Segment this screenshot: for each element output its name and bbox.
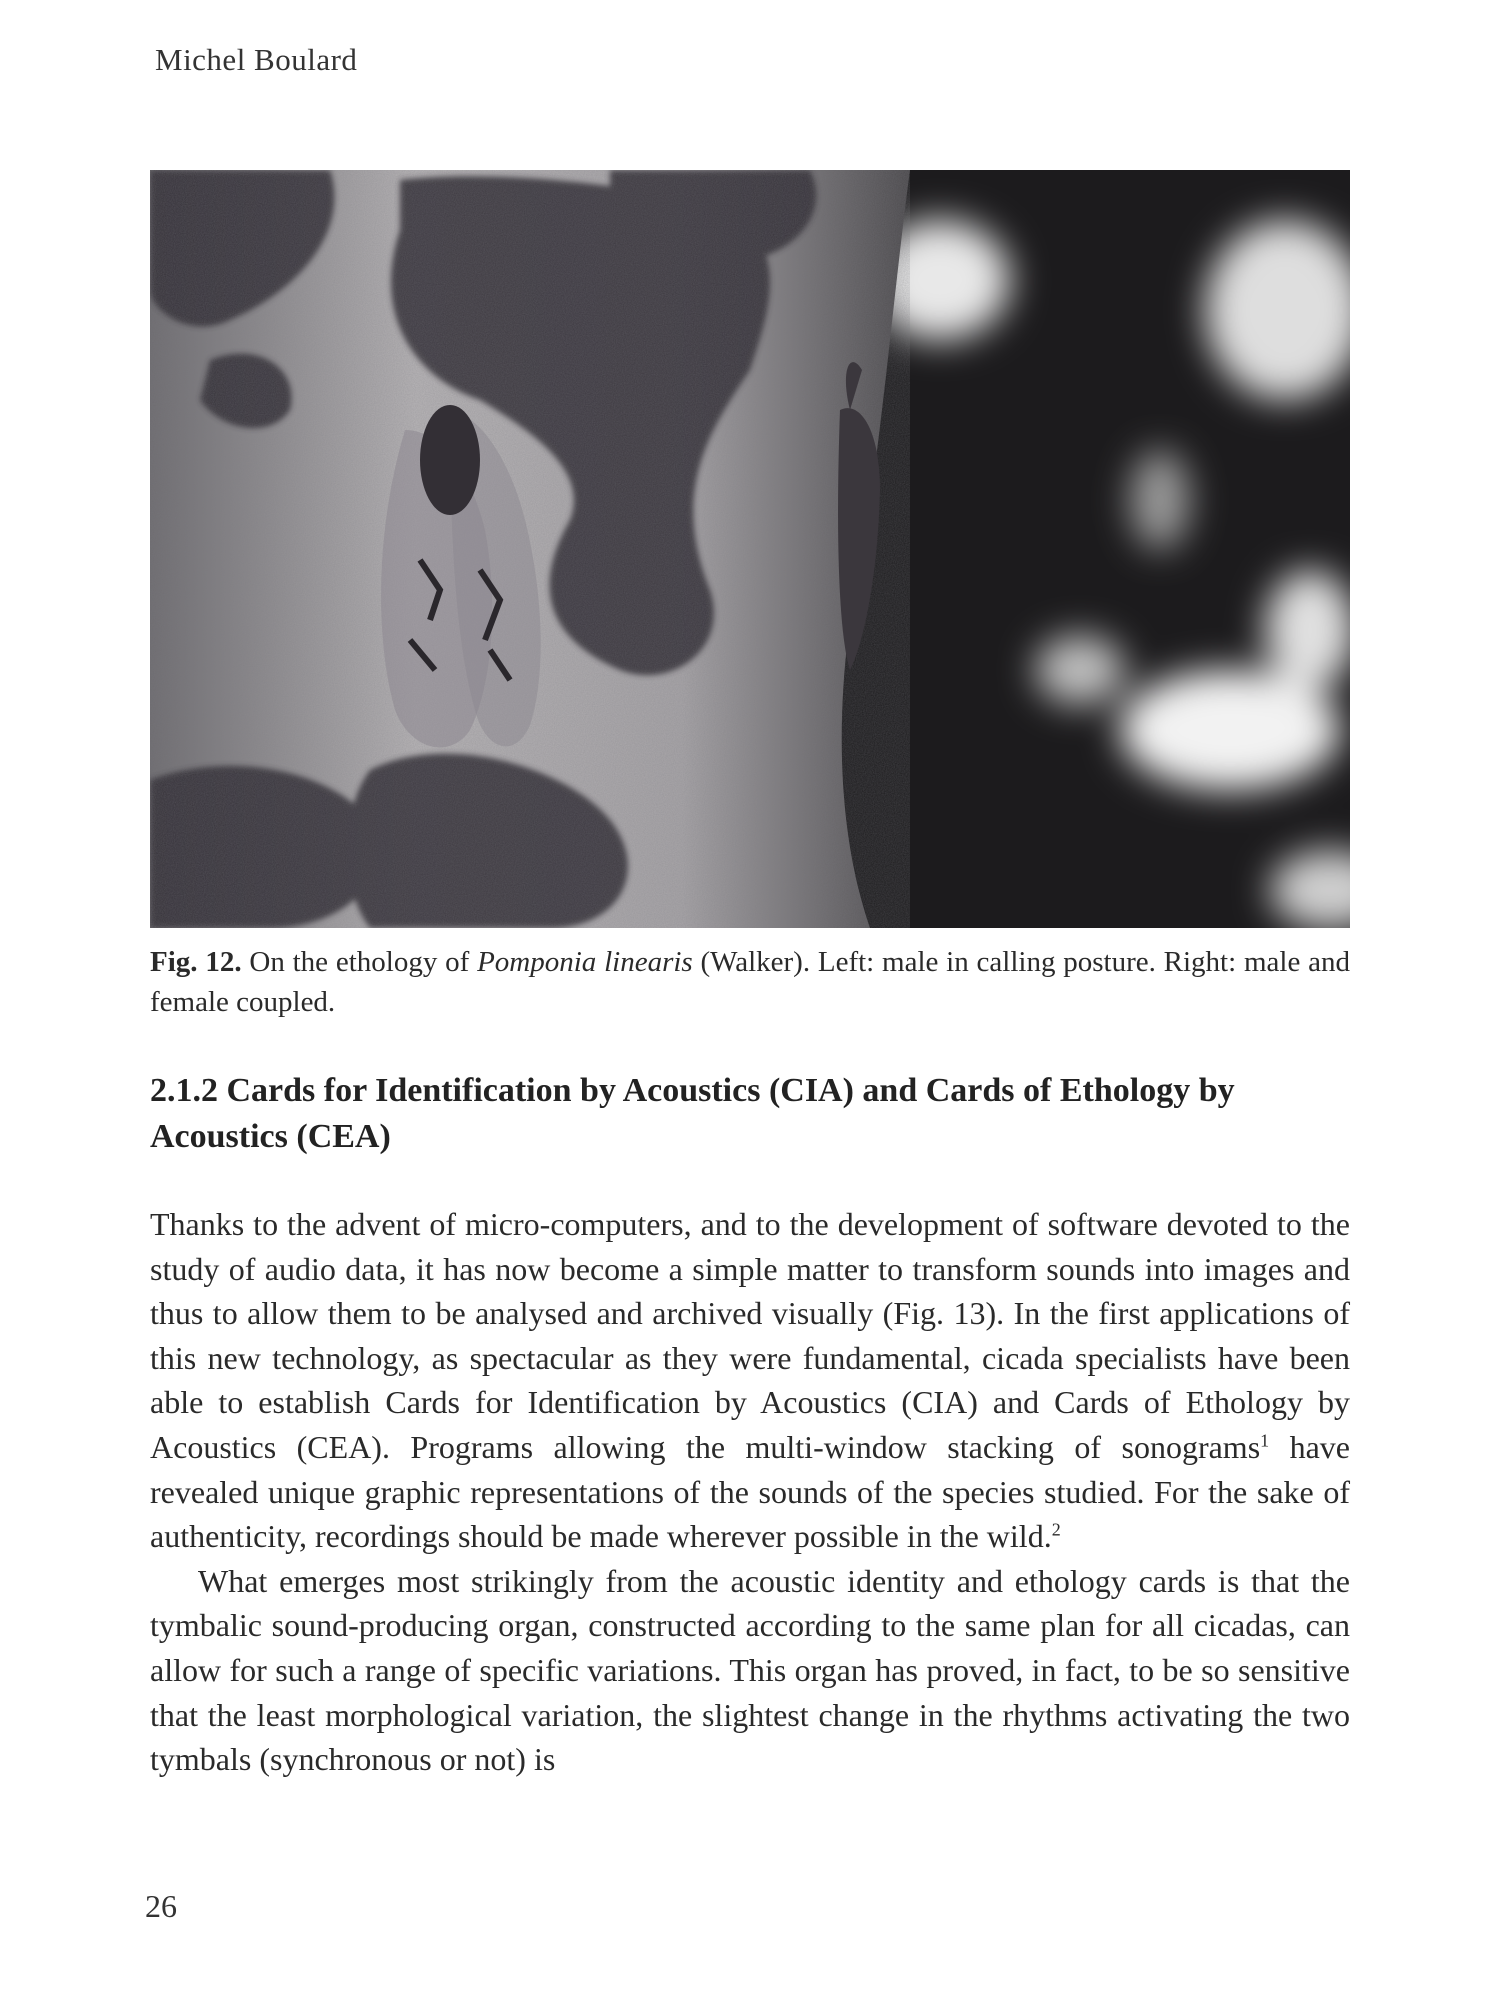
body-text — [150, 1202, 1350, 1782]
figure-label: Fig. 12. — [150, 946, 242, 978]
figure-caption — [150, 942, 1350, 1022]
cicada-photo — [150, 170, 1350, 928]
paragraph-1-continued: have revealed unique graphic representations of the sounds of the species studied. For the sake of authenticity, recordings should be made wherever possible in the wild. — [150, 1428, 1351, 1555]
section-heading: 2.1.2 Cards for Identification by Acoustics (CIA) and Cards of Ethology by Acoustics (CEA) — [150, 1072, 1235, 1155]
caption-rest: (Walker). Left: male in calling posture. Right: male and female coupled. — [150, 946, 1350, 1018]
running-head: Michel Boulard — [155, 42, 358, 77]
caption-lead: On the ethology of — [249, 946, 470, 978]
footnote-ref-1: 1 — [1260, 1430, 1270, 1451]
footnote-ref-2: 2 — [1051, 1519, 1061, 1540]
page-number: 26 — [145, 1888, 177, 1924]
paragraph-1 — [150, 1202, 1350, 1559]
paragraph-2: What emerges most strikingly from the acoustic identity and ethology cards is that the tymbalic sound-producing organ, constructed according to the same plan for all cicadas, can allow for such a range of specific variations. This organ has proved, in fact, to be so sensitive that the least morphological variation, the slightest change in the rhythms activating the two tymbals (synchronous or not) is — [150, 1562, 1350, 1778]
paragraph-1-text: Thanks to the advent of micro-computers, and to the development of software devoted to the study of audio data, it has now become a simple matter to transform sounds into images and thus to allow them to be analysed and archived visually (Fig. 13). In the first applications of this new technology, as spectacular as they were fundamental, cicada specialists have been able to establish Cards for Identification by Acoustics (CIA) and Cards of Ethology by Acoustics (CEA). Programs allowing the multi-window stacking of sonograms — [150, 1206, 1350, 1465]
species-name: Pomponia linearis — [477, 946, 693, 978]
figure-photo — [150, 170, 1350, 928]
